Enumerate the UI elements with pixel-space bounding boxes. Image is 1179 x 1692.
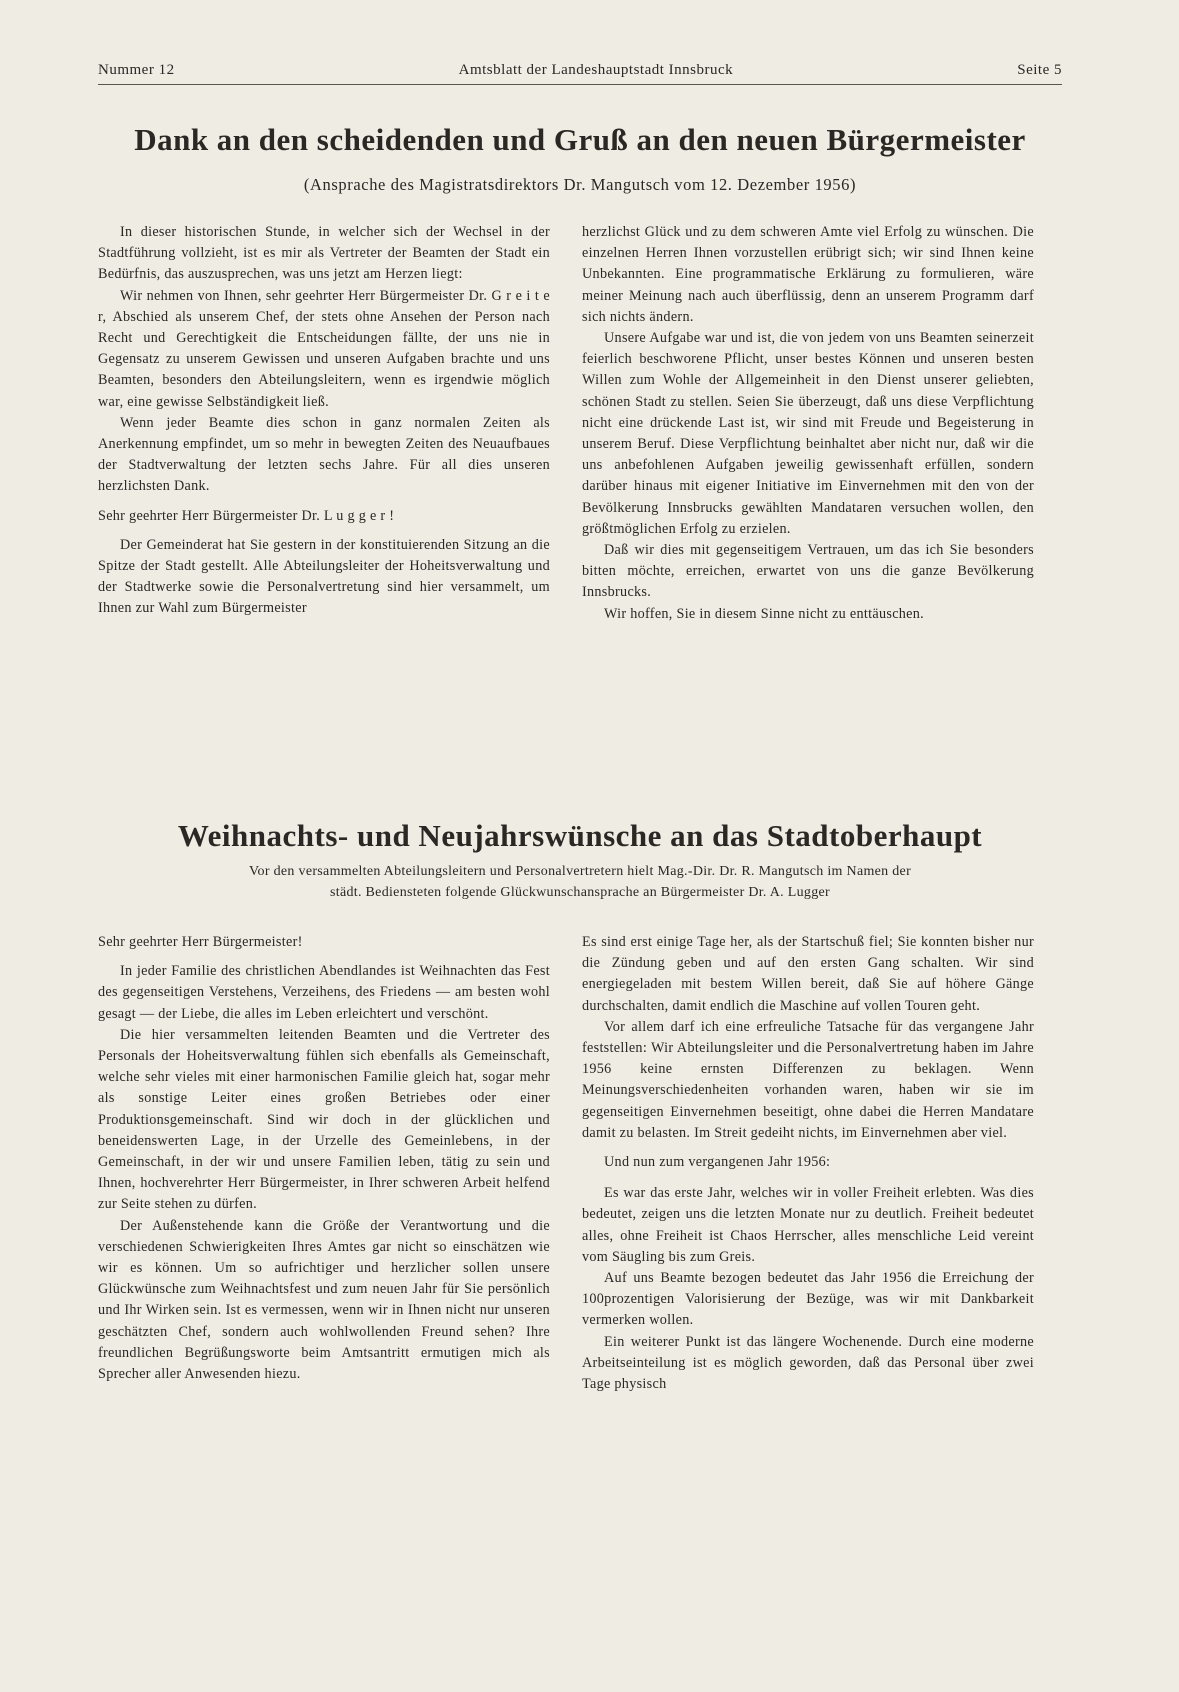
article1-left-column [98,222,550,620]
intro-line: städt. Bediensteten folgende Glückwunschansprache an Bürgermeister Dr. A. Lugger [330,885,830,900]
running-header [98,62,1062,79]
salutation: Sehr geehrter Herr Bürgermeister Dr. L u g g e r ! [98,507,395,524]
paragraph: Der Außenstehende kann die Größe der Verantwortung und die verschiedenen Schwierigkeiten Ihres Amtes gar nicht so einschätzen wie wir es können. Um so aufrichtiger und herzlicher sollen unsere Glückwünsche zum Weihnachtsfest und zum neuen Jahr für Sie persönlich und Ihr Wirken sein. Ist es vermessen, wenn wir in Ihnen nicht nur unseren geschätzten Chef, sondern auch wohlwollenden Freund sehen? Ihre freundlichen Begrüßungsworte beim Amtsantritt ermutigen mich als Sprecher aller Anwesenden hiezu. [98,1217,550,1383]
article1-subtitle: (Ansprache des Magistratsdirektors Dr. Mangutsch vom 12. Dezember 1956) [303,175,857,194]
paragraph: Vor allem darf ich eine erfreuliche Tatsache für das vergangene Jahr feststellen: Wir Abteilungsleiter und die Personalvertretung haben im Jahre 1956 keine ernsten Differenzen zu beklagen. Wenn Meinungsverschiedenheiten vorhanden waren, haben wir sie im gegenseitigen Einvernehmen beseitigt, ohne dabei die Herren Mandatare damit zu belasten. Im Streit gedeiht nichts, im Einvernehmen aber viel. [582,1018,1034,1141]
paragraph: Es sind erst einige Tage her, als der Startschuß fiel; Sie konnten bisher nur die Zündung geben und auf den ersten Gang schalten. Wir sind energiegeladen mit bestem Willen bereit, daß Sie auf höhere Gänge durchschalten, damit endlich die Maschine auf vollen Touren geht. [582,934,1034,1014]
article2-intro [98,861,1062,903]
paragraph: In dieser historischen Stunde, in welcher sich der Wechsel in der Stadtführung vollzieht, ist es mir als Vertreter der Beamten der Stadt ein Bedürfnis, das auszusprechen, was uns jetzt am Herzen liegt: [98,224,550,283]
intro-line: Vor den versammelten Abteilungsleitern und Personalvertretern hielt Mag.-Dir. Dr. R. Mangutsch im Namen der [248,864,912,879]
paragraph: In jeder Familie des christlichen Abendlandes ist Weihnachten das Fest des gegenseitigen Verstehens, Verzeihens, des Friedens — am besten wohl gesagt — der Liebe, die alles im Leben erleichtert und verschönt. [98,963,550,1022]
paragraph: herzlichst Glück und zu dem schweren Amte viel Erfolg zu wünschen. Die einzelnen Herren Ihnen vorzustellen erübrigt sich; wir sind Ihnen keine Unbekannten. Eine programmatische Erklärung zu formulieren, wäre meiner Meinung nach auch überflüssig, denn an unserem Programm darf sich nichts ändern. [582,224,1034,325]
article2-left-column [98,932,550,1385]
paragraph: Es war das erste Jahr, welches wir in voller Freiheit erlebten. Was dies bedeutet, zeigen uns die letzten Monate nur zu deutlich. Freiheit bedeutet alles, ohne Freiheit ist Chaos Herrscher, alles menschliche Leid vereint vom Säugling bis zum Greis. [582,1185,1034,1265]
paragraph: Der Gemeinderat hat Sie gestern in der konstituierenden Sitzung an die Spitze der Stadt gestellt. Alle Abteilungsleiter der Hoheitsverwaltung und der Stadtwerke sowie die Personalvertretung sind hier versammelt, um Ihnen zur Wahl zum Bürgermeister [98,536,550,617]
paragraph: Wenn jeder Beamte dies schon in ganz normalen Zeiten als Anerkennung empfindet, um so mehr in bewegten Zeiten des Neuaufbaues der Stadtverwaltung der letzten sechs Jahre. Für all dies unseren herzlichsten Dank. [98,414,550,495]
section-lead: Und nun zum vergangenen Jahr 1956: [604,1154,831,1171]
paragraph: Auf uns Beamte bezogen bedeutet das Jahr 1956 die Erreichung der 100prozentigen Valorisierung der Bezüge, was wir mit Dankbarkeit vermerken wollen. [582,1270,1034,1329]
paragraph: Daß wir dies mit gegenseitigem Vertrauen, um das ich Sie besonders bitten möchte, erreichen, erwartet von uns die ganze Bevölkerung Innsbrucks. [582,542,1034,601]
paragraph: Die hier versammelten leitenden Beamten und die Vertreter des Personals der Hoheitsverwaltung fühlen sich ebenfalls als Gemeinschaft, welche sehr vieles mit einer harmonischen Familie gleich hat, sogar mehr als sonstige Leiter eines großen Betriebes oder einer Produktionsgemeinschaft. Sind wir doch in der glücklichen und beneidenswerten Lage, in der Urzelle des Gemeinlebens, in der Gemeinschaft, in der wir und unsere Familien leben, tätig zu sein und Ihnen, hochverehrter Herr Bürgermeister, in Ihrer schweren Arbeit helfend zur Seite stehen zu dürfen. [98,1026,550,1213]
publication-title: Amtsblatt der Landeshauptstadt Innsbruck [458,62,734,78]
article1-right-column [582,222,1034,625]
paragraph: Wir nehmen von Ihnen, sehr geehrter Herr Bürgermeister Dr. G r e i t e r, Abschied als unserem Chef, der stets ohne Ansehen der Person nach Recht und Gerechtigkeit die Entscheidungen fällte, der uns nie in Gegensatz zu unserem Gewissen und unseren Aufgaben brachte und uns Beamten, besonders den Abteilungsleitern, wenn es irgendwie möglich war, eine gewisse Selbständigkeit ließ. [98,287,550,410]
article2-right-column [582,932,1034,1395]
page-number: Seite 5 [1017,62,1062,78]
article1-title: Dank an den scheidenden und Gruß an den neuen Bürgermeister [134,122,1026,157]
paragraph: Wir hoffen, Sie in diesem Sinne nicht zu enttäuschen. [604,605,925,622]
article2-title: Weihnachts- und Neujahrswünsche an das Stadtoberhaupt [177,818,983,853]
paragraph: Unsere Aufgabe war und ist, die von jedem von uns Beamten seinerzeit feierlich beschworene Pflicht, unser bestes Können und unseren besten Willen zum Wohle der Allgemeinheit in den Dienst unserer geliebten, schönen Stadt zu stellen. Seien Sie überzeugt, daß uns diese Verpflichtung nicht eine drückende Last ist, wir sind mit Freude und Begeisterung in unserem Beruf. Diese Verpflichtung beinhaltet aber nicht nur, daß wir die uns anbefohlenen Aufgaben jeweilig gewissenhaft erfüllen, sondern darüber hinaus mit eigener Initiative im Einvernehmen mit den von der Bevölkerung Innsbrucks gewählten Mandataren versuchen wollen, den größtmöglichen Erfolg zu erzielen. [582,330,1034,537]
issue-number: Nummer 12 [98,62,175,78]
salutation: Sehr geehrter Herr Bürgermeister! [98,934,303,950]
paragraph: Ein weiterer Punkt ist das längere Wochenende. Durch eine moderne Arbeitseinteilung ist es möglich geworden, daß das Personal über zwei Tage physisch [582,1333,1034,1393]
header-rule [98,84,1062,85]
